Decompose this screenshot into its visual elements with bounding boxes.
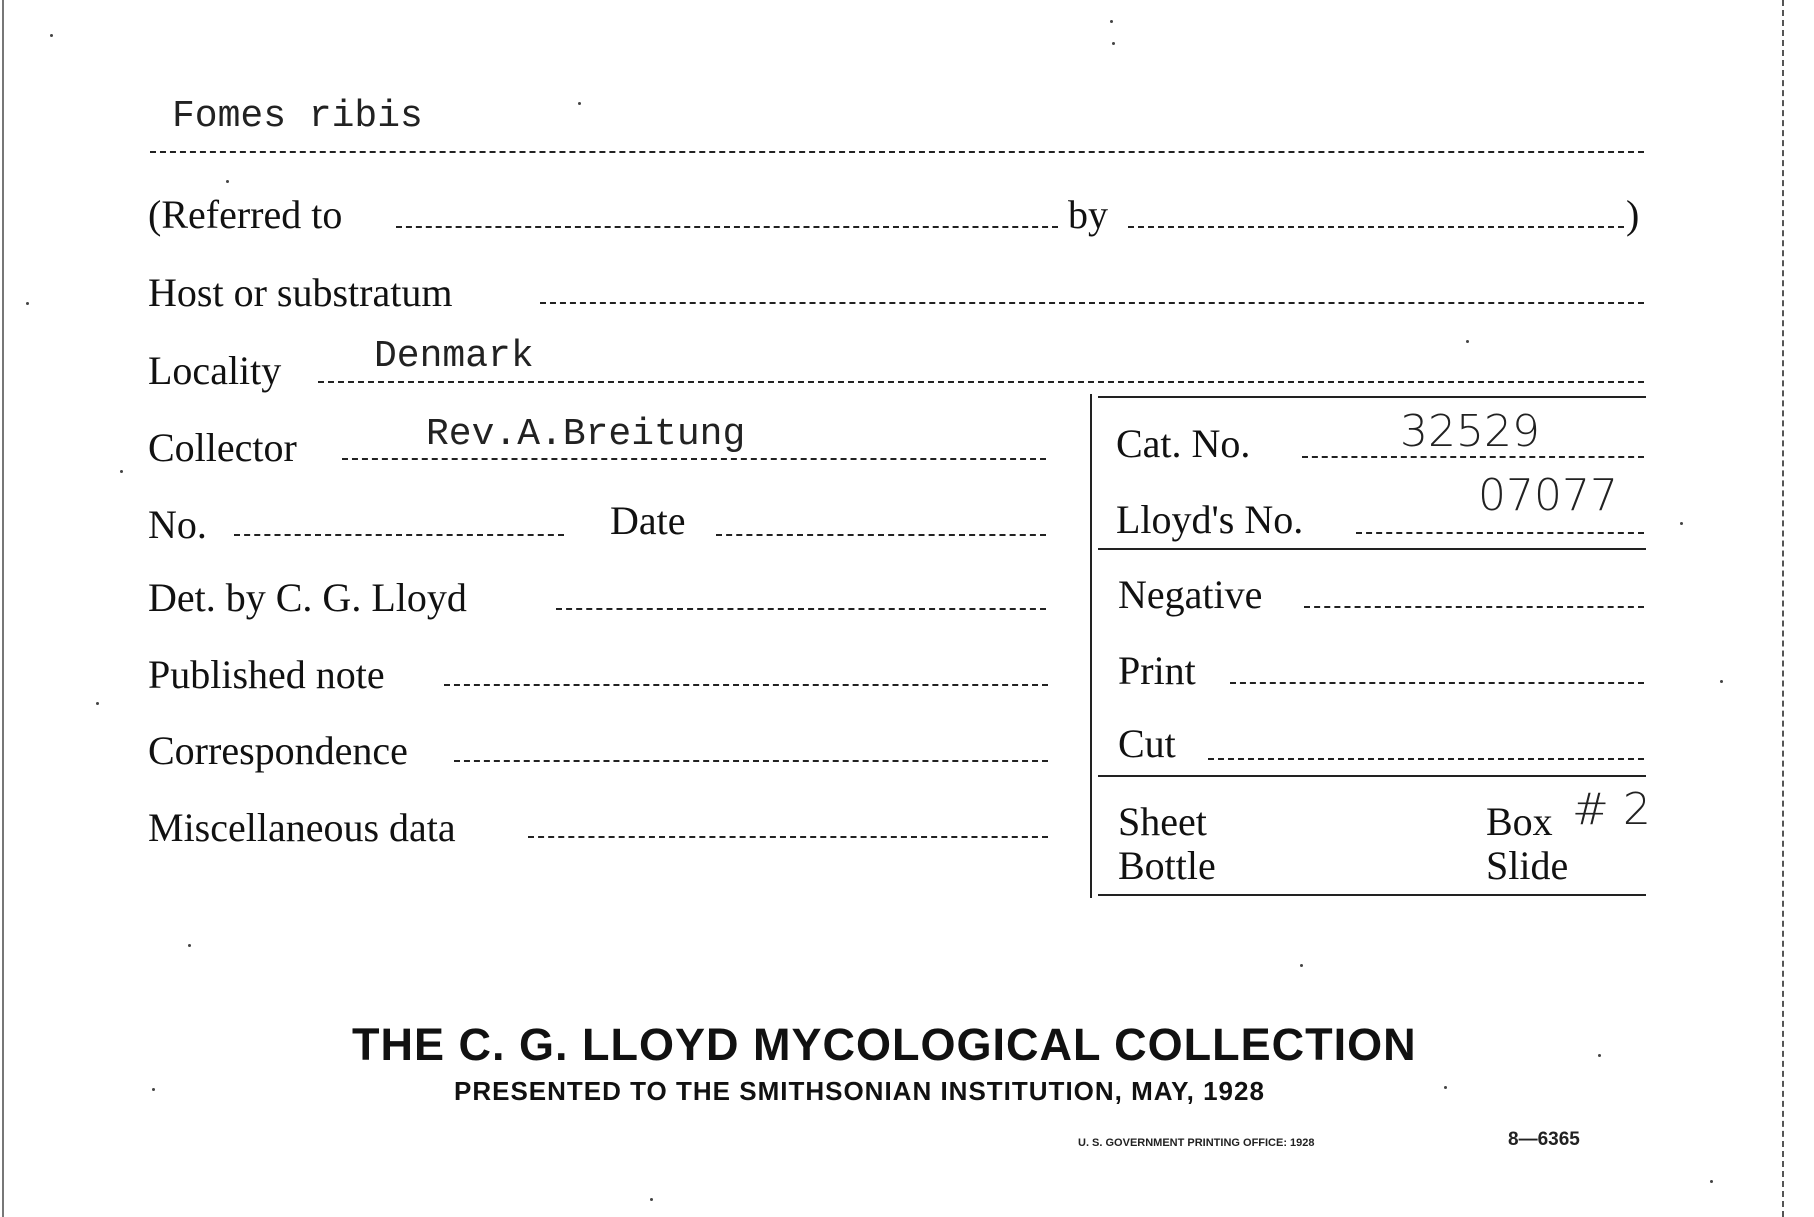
misc-data-line	[528, 836, 1048, 838]
card-cut-edge	[1782, 0, 1784, 1217]
collection-title: THE C. G. LLOYD MYCOLOGICAL COLLECTION	[352, 1019, 1417, 1070]
referred-to-label: (Referred to	[148, 192, 343, 237]
speck	[650, 1198, 653, 1201]
form-number: 8—6365	[1508, 1129, 1580, 1150]
speck	[1110, 20, 1113, 23]
speck	[1720, 680, 1723, 683]
box-value: # 2	[1572, 784, 1651, 835]
referred-close-paren: )	[1626, 192, 1640, 237]
speck	[1300, 964, 1303, 967]
misc-data-label: Miscellaneous data	[148, 805, 456, 850]
by-line	[1128, 226, 1624, 228]
locality-value: Denmark	[374, 335, 534, 378]
cat-no-line	[1302, 456, 1644, 458]
print-label: Print	[1118, 648, 1196, 693]
speck	[578, 102, 581, 105]
info-box-divider-2	[1098, 775, 1646, 777]
cat-no-value: 32529	[1400, 406, 1540, 457]
lloyds-no-line	[1356, 532, 1644, 534]
by-label: by	[1068, 192, 1108, 237]
species-name: Fomes ribis	[172, 95, 423, 138]
speck	[50, 34, 53, 37]
box-label: Box	[1486, 799, 1553, 844]
lloyds-no-label: Lloyd's No.	[1116, 497, 1304, 542]
lloyds-no-value: 07077	[1478, 470, 1618, 521]
date-line	[716, 534, 1046, 536]
collection-subtitle: PRESENTED TO THE SMITHSONIAN INSTITUTION, MAY, 1928	[454, 1076, 1265, 1106]
speck	[1598, 1054, 1601, 1057]
speck	[226, 180, 229, 183]
no-line	[234, 534, 564, 536]
info-box-left-border	[1090, 394, 1092, 898]
cat-no-label: Cat. No.	[1116, 421, 1251, 466]
card-left-edge	[2, 0, 4, 1217]
speck	[120, 470, 123, 473]
speck	[1444, 1086, 1447, 1089]
host-line	[540, 302, 1644, 304]
info-box-bottom-border	[1098, 894, 1646, 896]
info-box-divider-1	[1098, 548, 1646, 550]
det-by-line	[556, 608, 1046, 610]
slide-label: Slide	[1486, 843, 1569, 888]
locality-line	[318, 381, 1644, 383]
info-box-top-border	[1098, 396, 1646, 398]
speck	[96, 702, 99, 705]
speck	[26, 302, 29, 305]
collector-label: Collector	[148, 425, 297, 470]
speck	[1710, 1180, 1713, 1183]
locality-label: Locality	[148, 348, 282, 393]
speck	[1466, 340, 1469, 343]
printer-imprint: U. S. GOVERNMENT PRINTING OFFICE: 1928	[1078, 1137, 1315, 1149]
speck	[1112, 42, 1115, 45]
cut-line	[1208, 758, 1644, 760]
bottle-label: Bottle	[1118, 843, 1216, 888]
species-name-line	[150, 151, 1644, 153]
date-label: Date	[610, 498, 686, 543]
print-line	[1230, 682, 1644, 684]
speck	[152, 1088, 155, 1091]
negative-label: Negative	[1118, 572, 1263, 617]
published-note-line	[444, 684, 1048, 686]
published-note-label: Published note	[148, 652, 385, 697]
cut-label: Cut	[1118, 721, 1176, 766]
correspondence-label: Correspondence	[148, 728, 408, 773]
correspondence-line	[454, 760, 1048, 762]
sheet-label: Sheet	[1118, 799, 1207, 844]
collector-value: Rev.A.Breitung	[426, 413, 746, 456]
collector-line	[342, 458, 1046, 460]
speck	[188, 944, 191, 947]
negative-line	[1304, 606, 1644, 608]
speck	[1680, 522, 1683, 525]
det-by-label: Det. by C. G. Lloyd	[148, 575, 467, 620]
referred-to-line	[396, 226, 1058, 228]
no-label: No.	[148, 502, 207, 547]
host-label: Host or substratum	[148, 270, 453, 315]
